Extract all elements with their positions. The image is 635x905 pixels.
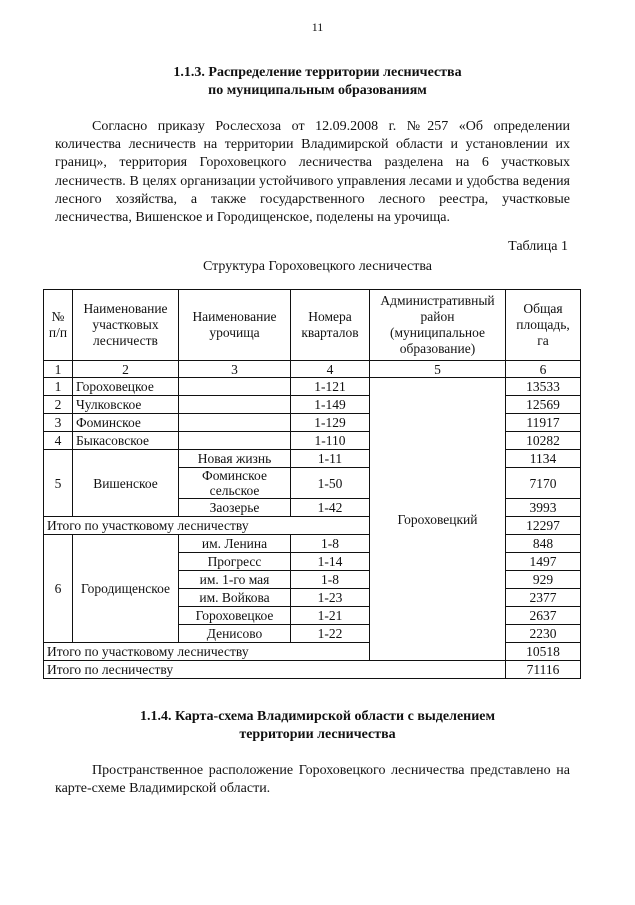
row-quarters: 1-8 xyxy=(291,535,370,553)
column-number: 5 xyxy=(370,361,506,378)
row-tract xyxy=(179,396,291,414)
row-quarters: 1-8 xyxy=(291,571,370,589)
column-number: 2 xyxy=(73,361,179,378)
header-quarters: Номера кварталов xyxy=(291,290,370,361)
row-tract xyxy=(179,378,291,396)
header-area: Общая площадь, га xyxy=(506,290,581,361)
row-area: 13533 xyxy=(506,378,581,396)
total-area: 71116 xyxy=(506,661,581,679)
subtotal-area: 10518 xyxy=(506,643,581,661)
total-label: Итого по лесничеству xyxy=(44,661,506,679)
header-num: № п/п xyxy=(44,290,73,361)
header-district: Наименование участковых лесничеств xyxy=(73,290,179,361)
row-tract: им. 1-го мая xyxy=(179,571,291,589)
row-tract: Заозерье xyxy=(179,499,291,517)
row-num: 4 xyxy=(44,432,73,450)
row-area: 848 xyxy=(506,535,581,553)
forestry-structure-table xyxy=(43,289,581,679)
column-number: 4 xyxy=(291,361,370,378)
row-quarters: 1-149 xyxy=(291,396,370,414)
row-tract: Денисово xyxy=(179,625,291,643)
row-tract xyxy=(179,432,291,450)
row-district: Чулковское xyxy=(73,396,179,414)
row-tract: им. Ленина xyxy=(179,535,291,553)
row-district: Гороховецкое xyxy=(73,378,179,396)
column-number-row xyxy=(44,361,581,378)
column-number: 6 xyxy=(506,361,581,378)
row-tract: Гороховецкое xyxy=(179,607,291,625)
row-district: Вишенское xyxy=(73,450,179,517)
row-quarters: 1-22 xyxy=(291,625,370,643)
row-tract: Фоминское сельское xyxy=(179,468,291,499)
heading-line: 1.1.3. Распределение территории лесничества xyxy=(173,65,462,80)
row-quarters: 1-50 xyxy=(291,468,370,499)
heading-line: территории лесничества xyxy=(239,727,396,742)
row-quarters: 1-110 xyxy=(291,432,370,450)
total-row xyxy=(44,661,581,679)
row-area: 7170 xyxy=(506,468,581,499)
row-tract: Прогресс xyxy=(179,553,291,571)
row-area: 1134 xyxy=(506,450,581,468)
row-num: 5 xyxy=(44,450,73,517)
row-num: 1 xyxy=(44,378,73,396)
subtotal-label: Итого по участковому лесничеству xyxy=(44,643,370,661)
paragraph-distribution: Согласно приказу Рослесхоза от 12.09.2008 г. №257 «Об определении количества лесничеств на территории Владимирской области и установлении их границ», территория Гороховецкого лесничества разделена на 6 участковых лесничеств. В целях организации устойчивого управления лесами и удобства ведения лесного хозяйства, а также государственного лесного реестра, участковые лесничества, Вишенское и Городищенское, поделены на урочища. xyxy=(55,119,570,226)
row-area: 11917 xyxy=(506,414,581,432)
section-heading-map xyxy=(60,708,575,744)
table-label: Таблица 1 xyxy=(508,239,568,254)
row-area: 2230 xyxy=(506,625,581,643)
column-number: 1 xyxy=(44,361,73,378)
table-header-row xyxy=(44,290,581,361)
row-area: 10282 xyxy=(506,432,581,450)
row-tract: им. Войкова xyxy=(179,589,291,607)
row-num: 3 xyxy=(44,414,73,432)
row-quarters: 1-14 xyxy=(291,553,370,571)
row-quarters: 1-42 xyxy=(291,499,370,517)
row-quarters: 1-11 xyxy=(291,450,370,468)
subtotal-label: Итого по участковому лесничеству xyxy=(44,517,370,535)
table-caption: Структура Гороховецкого лесничества xyxy=(202,259,433,274)
header-admin: Административный район (муниципальное образование) xyxy=(370,290,506,361)
row-area: 1497 xyxy=(506,553,581,571)
row-tract: Новая жизнь xyxy=(179,450,291,468)
row-district: Быкасовское xyxy=(73,432,179,450)
row-area: 12569 xyxy=(506,396,581,414)
admin-region-cell: Гороховецкий xyxy=(370,378,506,661)
page-number: 11 xyxy=(311,20,324,34)
column-number: 3 xyxy=(179,361,291,378)
row-district: Фоминское xyxy=(73,414,179,432)
row-area: 2377 xyxy=(506,589,581,607)
row-quarters: 1-121 xyxy=(291,378,370,396)
heading-line: 1.1.4. Карта-схема Владимирской области с выделением xyxy=(139,709,496,724)
paragraph-map: Пространственное расположение Гороховецкого лесничества представлено на карте-схеме Владимирской области. xyxy=(55,763,570,797)
section-heading-distribution xyxy=(60,64,575,100)
subtotal-area: 12297 xyxy=(506,517,581,535)
row-tract xyxy=(179,414,291,432)
row-area: 2637 xyxy=(506,607,581,625)
row-quarters: 1-129 xyxy=(291,414,370,432)
heading-line: по муниципальным образованиям xyxy=(208,83,427,98)
row-area: 929 xyxy=(506,571,581,589)
row-area: 3993 xyxy=(506,499,581,517)
row-num: 2 xyxy=(44,396,73,414)
header-tract: Наименование урочища xyxy=(179,290,291,361)
row-quarters: 1-21 xyxy=(291,607,370,625)
row-district: Городищенское xyxy=(73,535,179,643)
row-quarters: 1-23 xyxy=(291,589,370,607)
table-row xyxy=(44,378,581,396)
row-num: 6 xyxy=(44,535,73,643)
